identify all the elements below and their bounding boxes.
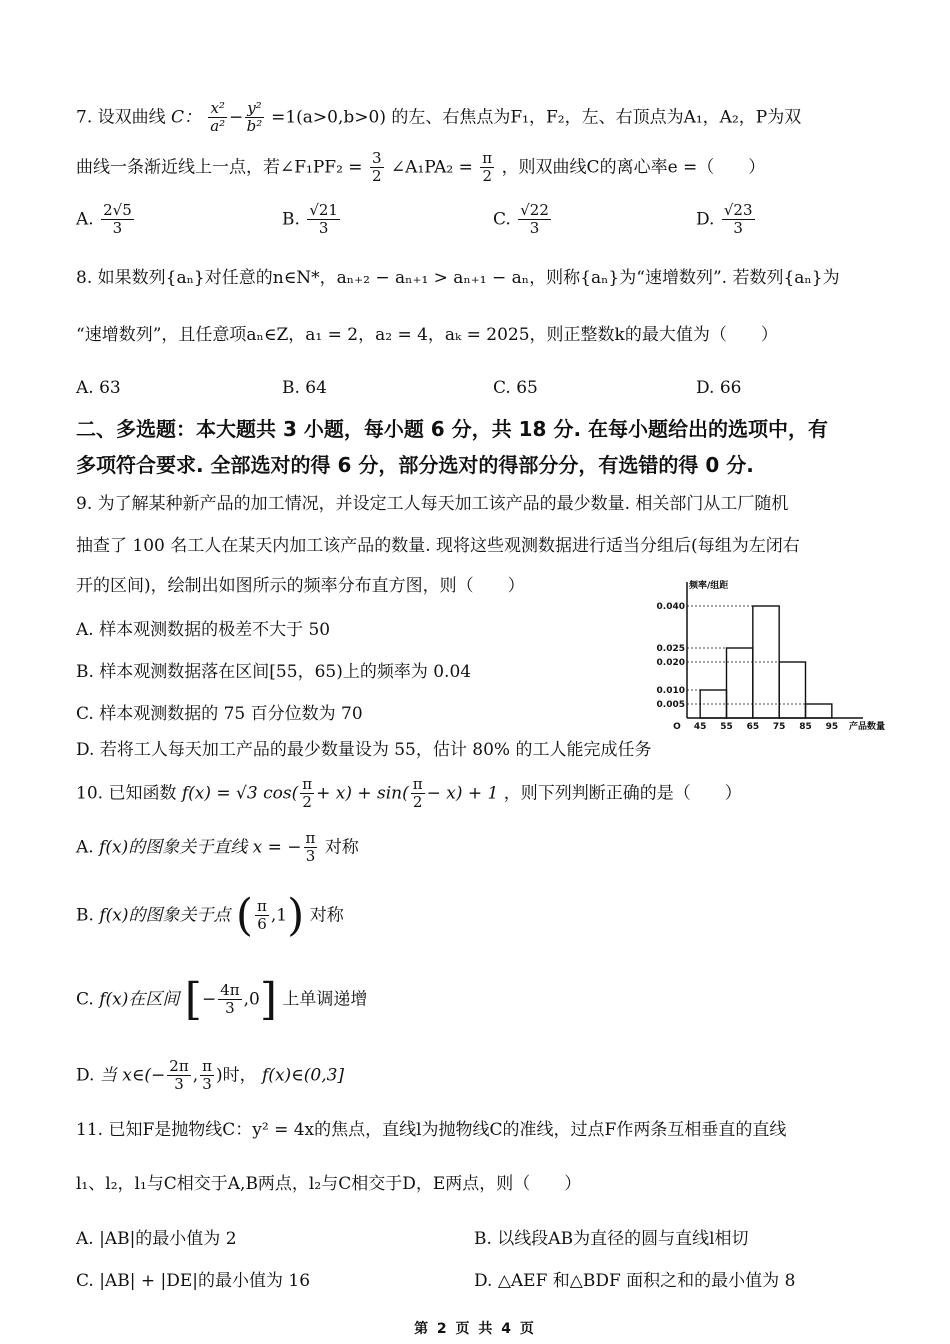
- q7-stem-start: 7. 设双曲线: [76, 107, 166, 128]
- q9-option-d: D. 若将工人每天加工产品的最少数量设为 55，估计 80% 的工人能完成任务: [76, 740, 652, 760]
- y-axis-label: 频率/组距: [689, 581, 729, 591]
- q11-option-d: D. △AEF 和△BDF 面积之和的最小值为 8: [474, 1271, 796, 1291]
- x-tick-label: 75: [772, 722, 786, 732]
- q10-option-d: D. 当 x∈(− $\frac{2\pi}{3}$ , $\frac{\pi}{3}$ )时， f(x)∈(0,3]: [76, 1057, 345, 1094]
- q7-option-d: D. $\frac{√23}{3}$: [696, 201, 753, 238]
- q9-option-a: A. 样本观测数据的极差不大于 50: [76, 620, 331, 640]
- y-tick-label: 0.020: [656, 658, 685, 668]
- q9-line2: 抽查了 100 名工人在某天内加工该产品的数量. 现将这些观测数据进行适当分组后(每组为左闭右: [76, 536, 800, 556]
- q7-condition: =1(a>0,b>0): [271, 107, 386, 128]
- section-header-line2: 多项符合要求. 全部选对的得 6 分，部分选对的得部分分，有选错的得 0 分.: [76, 453, 754, 477]
- y-tick-label: 0.010: [656, 686, 685, 696]
- x-tick-label: 85: [799, 722, 812, 732]
- frequency-histogram: [645, 578, 886, 738]
- q10-stem: 10. 已知函数 f(x) = √3 cos( $\frac{\pi}{2}$ + x) + sin( $\frac{\pi}{2}$ − x) + 1 ，则下列判断正确的是（ ）: [76, 775, 742, 812]
- q7-line2-a: 曲线一条渐近线上一点，若∠F₁PF₂ =: [76, 157, 363, 178]
- section-header-line1: 二、多选题：本大题共 3 小题，每小题 6 分，共 18 分. 在每小题给出的选项中，有: [76, 417, 829, 441]
- origin-label: O: [673, 722, 681, 732]
- q7-frac-y: $\frac{\text{y²}}{\text{b²}}$: [246, 99, 263, 136]
- q7-frac-3-2: $\frac{3}{2}$: [371, 149, 382, 186]
- q8-option-a: A. 63: [76, 378, 121, 398]
- q11-option-a: A. |AB|的最小值为 2: [76, 1229, 237, 1249]
- q9-line3: 开的区间)，绘制出如图所示的频率分布直方图，则（ ）: [76, 576, 525, 596]
- x-axis-label: 产品数量: [849, 722, 886, 732]
- q7-line1: 7. 设双曲线 C： $\frac{\text{x²}}{\text{a²}}$ − $\frac{\text{y²}}{\text{b²}}$ =1(a>0,b>0) 的左、右焦点为F₁，F₂，左、右顶点为A₁，A₂，P为双: [76, 99, 802, 136]
- page-footer: 第 2 页 共 4 页: [414, 1321, 536, 1337]
- q7-stem-cont: 的左、右焦点为F₁，F₂，左、右顶点为A₁，A₂，P为双: [391, 107, 802, 128]
- y-tick-label: 0.005: [656, 700, 685, 710]
- q7-frac-pi-2: $\frac{\pi}{2}$: [482, 149, 493, 186]
- q7-option-b: B. $\frac{√21}{3}$: [282, 201, 338, 238]
- q11-option-b: B. 以线段AB为直径的圆与直线l相切: [474, 1229, 749, 1249]
- q8-option-b: B. 64: [282, 378, 327, 398]
- histogram-bar: [779, 662, 805, 718]
- q11-line1: 11. 已知F是抛物线C：y² = 4x的焦点，直线l为抛物线C的准线，过点F作两条互相垂直的直线: [76, 1120, 787, 1140]
- x-tick-label: 55: [720, 722, 733, 732]
- q11-line2: l₁、l₂，l₁与C相交于A,B两点，l₂与C相交于D，E两点，则（ ）: [76, 1174, 582, 1194]
- q8-option-c: C. 65: [493, 378, 538, 398]
- q7-line2: [76, 150, 765, 186]
- y-tick-label: 0.025: [656, 644, 685, 654]
- q7-line2-b: ∠A₁PA₂ =: [390, 157, 473, 178]
- q7-line2-c: ，则双曲线C的离心率e =（ ）: [501, 157, 766, 178]
- x-tick-label: 45: [693, 722, 707, 732]
- q9-line1: 9. 为了解某种新产品的加工情况，并设定工人每天加工该产品的最少数量. 相关部门从工厂随机: [76, 494, 789, 514]
- histogram-bar: [727, 648, 753, 718]
- histogram-bar: [806, 704, 832, 718]
- q7-frac-x: $\frac{\text{x²}}{\text{a²}}$: [210, 99, 226, 136]
- q8-line2: “速增数列”，且任意项aₙ∈Z，a₁ = 2，a₂ = 4，aₖ = 2025，则正整数k的最大值为（ ）: [76, 325, 778, 345]
- q9-option-c: C. 样本观测数据的 75 百分位数为 70: [76, 704, 363, 724]
- q7-curve-name: C：: [171, 107, 202, 128]
- q10-option-c: C. f(x)在区间 [− $\frac{4\pi}{3}$ ,0] 上单调递增: [76, 974, 368, 1026]
- q10-option-b: B. f(x)的图象关于点 ( $\frac{\pi}{6}$ ,1) 对称: [76, 890, 344, 942]
- q7-option-c: C. $\frac{√22}{3}$: [493, 201, 549, 238]
- q7-option-a: A. $\frac{2√5}{3}$: [76, 201, 132, 238]
- q11-option-c: C. |AB| + |DE|的最小值为 16: [76, 1271, 311, 1291]
- q9-option-b: B. 样本观测数据落在区间[55，65)上的频率为 0.04: [76, 662, 472, 682]
- q8-option-d: D. 66: [696, 378, 742, 398]
- q10-option-a: A. f(x)的图象关于直线 x = − $\frac{\pi}{3}$ 对称: [76, 829, 359, 866]
- x-tick-label: 95: [825, 722, 839, 732]
- y-tick-label: 0.040: [656, 602, 685, 612]
- q8-line1: 8. 如果数列{aₙ}对任意的n∈N*，aₙ₊₂ − aₙ₊₁ > aₙ₊₁ − aₙ，则称{aₙ}为“速增数列”. 若数列{aₙ}为: [76, 268, 840, 288]
- x-tick-label: 65: [746, 722, 760, 732]
